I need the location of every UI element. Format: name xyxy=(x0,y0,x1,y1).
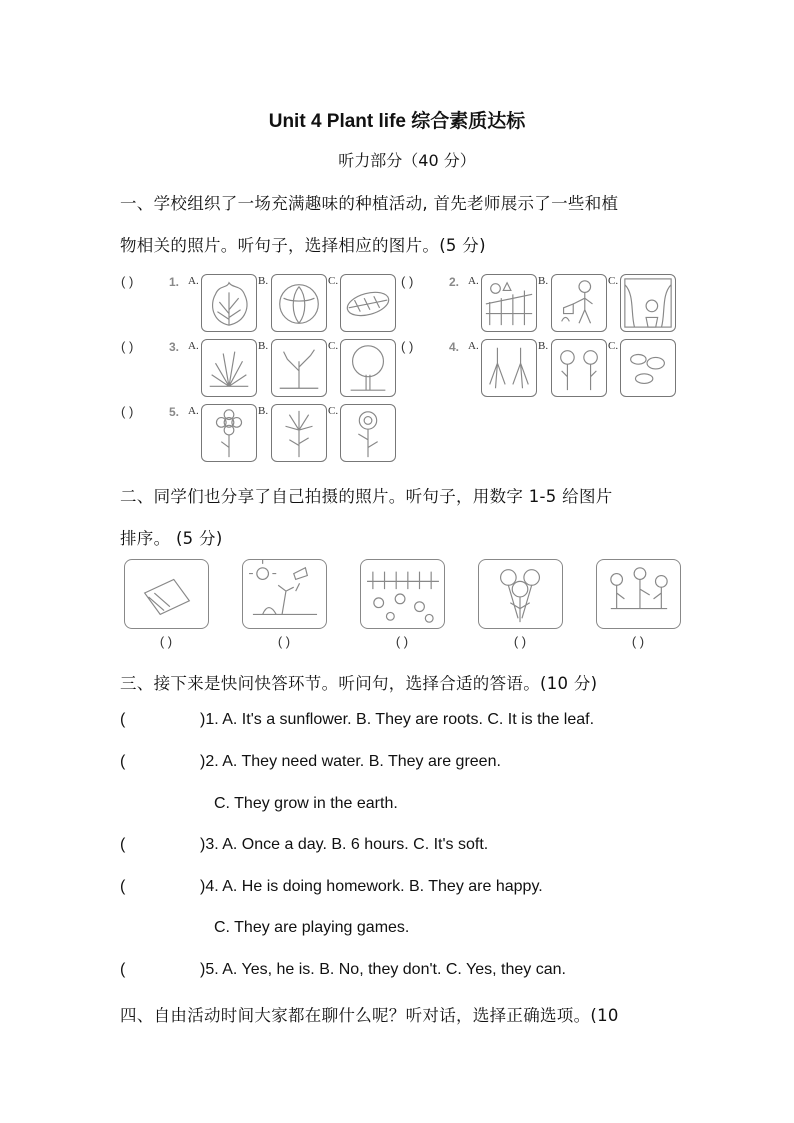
question-line: )4. A. He is doing homework. B. They are happy. xyxy=(200,878,543,895)
page-title: Unit 4 Plant life 综合素质达标 xyxy=(268,111,526,132)
option-label: C. xyxy=(608,340,619,352)
question-line: )2. A. They need water. B. They are green. xyxy=(200,753,501,770)
cabbage-icon[interactable] xyxy=(271,274,327,332)
grass-icon[interactable] xyxy=(201,339,257,397)
question-line: )5. A. Yes, he is. B. No, they don't. C. Yes, they can. xyxy=(200,961,566,978)
question-number: 1. xyxy=(169,275,180,289)
answer-blank[interactable]: ( xyxy=(120,836,126,853)
section-3-heading: 三、接下来是快问快答环节。听问句，选择合适的答语。(10 分) xyxy=(120,674,598,693)
order-blank-1[interactable]: ( ) xyxy=(159,634,173,649)
question-1 xyxy=(121,272,401,334)
boy-watering-icon[interactable] xyxy=(551,274,607,332)
option-label: A. xyxy=(468,340,479,352)
order-blank-3[interactable]: ( ) xyxy=(395,634,409,649)
answer-blank[interactable]: ( ) xyxy=(121,404,134,419)
question-line: )3. A. Once a day. B. 6 hours. C. It's soft. xyxy=(200,836,489,853)
question-4 xyxy=(401,337,681,399)
option-label: A. xyxy=(188,405,199,417)
order-blank-2[interactable]: ( ) xyxy=(277,634,291,649)
question-3 xyxy=(121,337,401,399)
question-5 xyxy=(121,402,401,464)
section-2-heading: 二、同学们也分享了自己拍摄的照片。听句子，用数字 1-5 给图片 xyxy=(120,487,613,506)
option-label: C. xyxy=(328,275,339,287)
option-label: A. xyxy=(188,275,199,287)
girl-at-window-icon[interactable] xyxy=(620,274,676,332)
roses-icon[interactable] xyxy=(478,559,563,629)
option-label: B. xyxy=(258,275,269,287)
section-2-heading-cont: 排序。 (5 分) xyxy=(120,529,223,548)
seed-packet-icon[interactable] xyxy=(124,559,209,629)
roots-icon[interactable] xyxy=(481,339,537,397)
option-label: B. xyxy=(538,275,549,287)
option-label: C. xyxy=(328,340,339,352)
seeds-icon[interactable] xyxy=(620,339,676,397)
question-number: 4. xyxy=(449,340,460,354)
answer-blank[interactable]: ( xyxy=(120,753,126,770)
answer-blank[interactable]: ( xyxy=(120,711,126,728)
answer-blank[interactable]: ( ) xyxy=(401,274,414,289)
option-label: C. xyxy=(608,275,619,287)
option-label: B. xyxy=(538,340,549,352)
flower-garden-icon[interactable] xyxy=(360,559,445,629)
answer-blank[interactable]: ( xyxy=(120,878,126,895)
option-label: B. xyxy=(258,405,269,417)
option-label: C. xyxy=(328,405,339,417)
answer-blank[interactable]: ( ) xyxy=(401,339,414,354)
section-1-heading: 一、学校组织了一场充满趣味的种植活动, 首先老师展示了一些和植 xyxy=(120,194,619,213)
page-subtitle: 听力部分（40 分） xyxy=(338,151,476,170)
section-4-heading: 四、自由活动时间大家都在聊什么呢？听对话，选择正确选项。(10 xyxy=(120,1006,619,1025)
watering-garden-icon[interactable] xyxy=(242,559,327,629)
family-gardening-icon[interactable] xyxy=(596,559,681,629)
question-line: )1. A. It's a sunflower. B. They are roots. C. It is the leaf. xyxy=(200,711,595,728)
lettuce-icon[interactable] xyxy=(201,274,257,332)
answer-blank[interactable]: ( ) xyxy=(121,274,134,289)
section-1-heading-cont: 物相关的照片。听句子，选择相应的图片。(5 分) xyxy=(120,236,486,255)
tree-icon[interactable] xyxy=(340,339,396,397)
lily-icon[interactable] xyxy=(271,404,327,462)
question-2 xyxy=(401,272,681,334)
bare-tree-icon[interactable] xyxy=(271,339,327,397)
answer-blank[interactable]: ( xyxy=(120,961,126,978)
option-label: A. xyxy=(188,340,199,352)
order-blank-5[interactable]: ( ) xyxy=(631,634,645,649)
order-blank-4[interactable]: ( ) xyxy=(513,634,527,649)
chinese-cabbage-icon[interactable] xyxy=(340,274,396,332)
question-line-cont: C. They grow in the earth. xyxy=(214,795,398,812)
daisy-icon[interactable] xyxy=(201,404,257,462)
flowers-icon[interactable] xyxy=(551,339,607,397)
question-number: 2. xyxy=(449,275,460,289)
answer-blank[interactable]: ( ) xyxy=(121,339,134,354)
garden-fence-icon[interactable] xyxy=(481,274,537,332)
question-number: 5. xyxy=(169,405,180,419)
question-line-cont: C. They are playing games. xyxy=(214,919,410,936)
option-label: A. xyxy=(468,275,479,287)
option-label: B. xyxy=(258,340,269,352)
question-number: 3. xyxy=(169,340,180,354)
sunflower-icon[interactable] xyxy=(340,404,396,462)
